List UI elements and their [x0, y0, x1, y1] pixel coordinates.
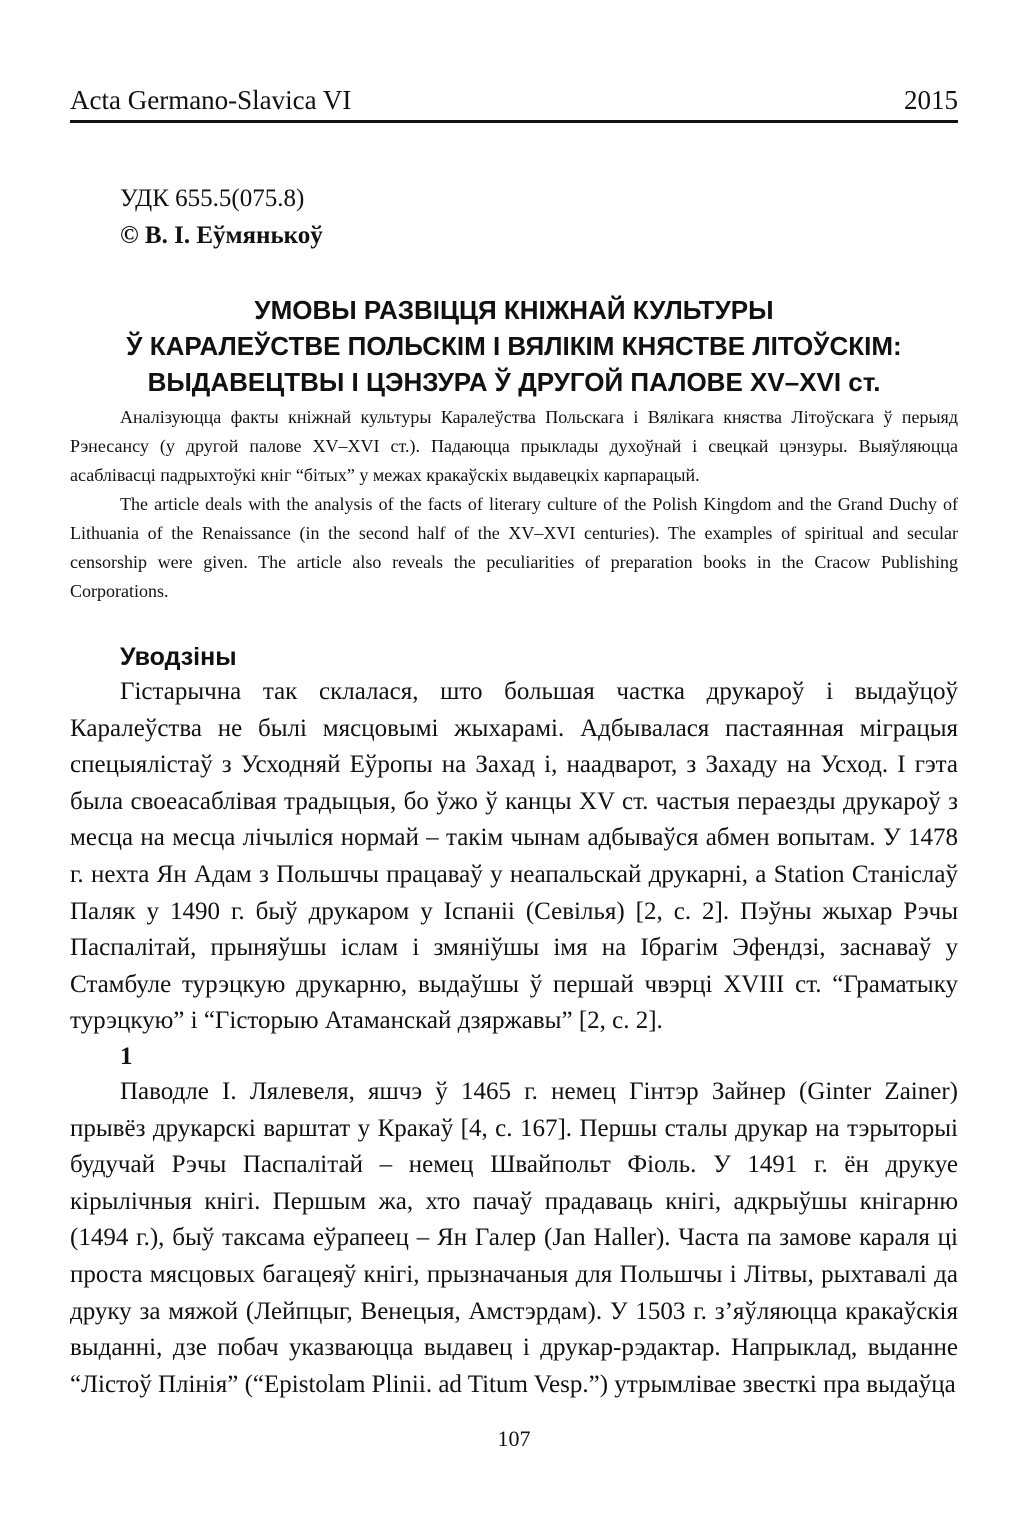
title-line-3: ВЫДАВЕЦТВЫ І ЦЭНЗУРА Ў ДРУГОЙ ПАЛОВЕ XV–XVI ст.: [147, 367, 881, 397]
title-line-1: УМОВЫ РАЗВІЦЦЯ КНІЖНАЙ КУЛЬТУРЫ: [254, 295, 774, 325]
abstract: [70, 403, 958, 606]
page-number: 107: [497, 1426, 531, 1451]
journal-title: Acta Germano-Slavica VI: [70, 85, 352, 115]
title-line-2: Ў КАРАЛЕЎСТВЕ ПОЛЬСКІМ І ВЯЛІКІМ КНЯСТВЕ ЛІТОЎСКІМ:: [126, 331, 902, 361]
author-line: © В. І. Еўмянькоў: [120, 222, 323, 249]
publication-year: 2015: [904, 85, 958, 115]
article-title: [70, 292, 958, 400]
section-1-paragraph: Паводле І. Лялевеля, яшчэ ў 1465 г. немец Гінтэр Зайнер (Ginter Zainer) прывёз друкарскі варштат у Кракаў [4, с. 167]. Першы сталы друкар на тэрыторыі будучай Рэчы Паспалітай – немец Швайпольт Фіоль. У 1491 г. ён друкуе кірылічныя кнігі. Першым жа, хто пачаў прадаваць кнігі, адкрыўшы кнігарню (1494 г.), быў таксама еўрапеец – Ян Галер (Jan Haller). Часта па замове караля ці проста мясцовых багацеяў кнігі, прызначаныя для Польшчы і Літвы, рыхтавалі да друку за мяжой (Лейпцыг, Венецыя, Амстэрдам). У 1503 г. з’яўляюцца кракаўскія выданні, дзе побач указваюцца выдавец і друкар-рэдактар. Напрыклад, выданне “Лістоў Плінія” (“Epistolam Plinii. ad Titum Vesp.”) утрымлівае звесткі пра выдаўца: [70, 1078, 958, 1398]
article-meta: [120, 180, 323, 254]
introduction-body: [70, 674, 958, 1040]
running-header: [70, 84, 958, 116]
header-rule: [70, 120, 958, 123]
document-page: [70, 0, 958, 1523]
abstract-english: The article deals with the analysis of the facts of literary culture of the Polish Kingdom and the Grand Duchy of Lithuania of the Renaissance (in the second half of the XV–XVI centuries). The examples of spiritual and secular censorship were given. The article also reveals the peculiarities of preparation books in the Cracow Publishing Corporations.: [70, 494, 958, 601]
section-heading-introduction: Уводзіны: [120, 643, 237, 671]
section-1-body: [70, 1074, 958, 1403]
abstract-belarusian: Аналізуюцца факты кніжнай культуры Каралеўства Польскага і Вялікага княства Літоўскага ў перыяд Рэнесансу (у другой палове XV–XVI ст.). Падаюцца прыклады духоўнай і свецкай цэнзуры. Выяўляюцца асаблівасці падрыхтоўкі кніг “бітых” у межах кракаўскіх выдавецкіх карпарацый.: [70, 407, 958, 485]
section-number: 1: [120, 1043, 133, 1070]
udc-code: УДК 655.5(075.8): [120, 185, 305, 212]
introduction-paragraph: Гістарычна так склалася, што большая частка друкароў і выдаўцоў Каралеўства не былі мясцовымі жыхарамі. Адбывалася пастаянная міграцыя спецыялістаў з Усходняй Еўропы на Захад і, наадварот, з Захаду на Усход. І гэта была своеасаблівая традыцыя, бо ўжо ў канцы XV ст. частыя пераезды друкароў з месца на месца лічыліся нормай – такім чынам адбываўся абмен вопытам. У 1478 г. нехта Ян Адам з Польшчы працаваў у неапальскай друкарні, а Station Станіслаў Паляк у 1490 г. быў друкаром у Іспаніі (Севілья) [2, с. 2]. Пэўны жыхар Рэчы Паспалітай, прыняўшы іслам і змяніўшы імя на Ібрагім Эфендзі, заснаваў у Стамбуле турэцкую друкарню, выдаўшы ў першай чвэрці XVIII ст. “Граматыку турэцкую” і “Гісторыю Атаманскай дзяржавы” [2, с. 2].: [70, 678, 958, 1035]
